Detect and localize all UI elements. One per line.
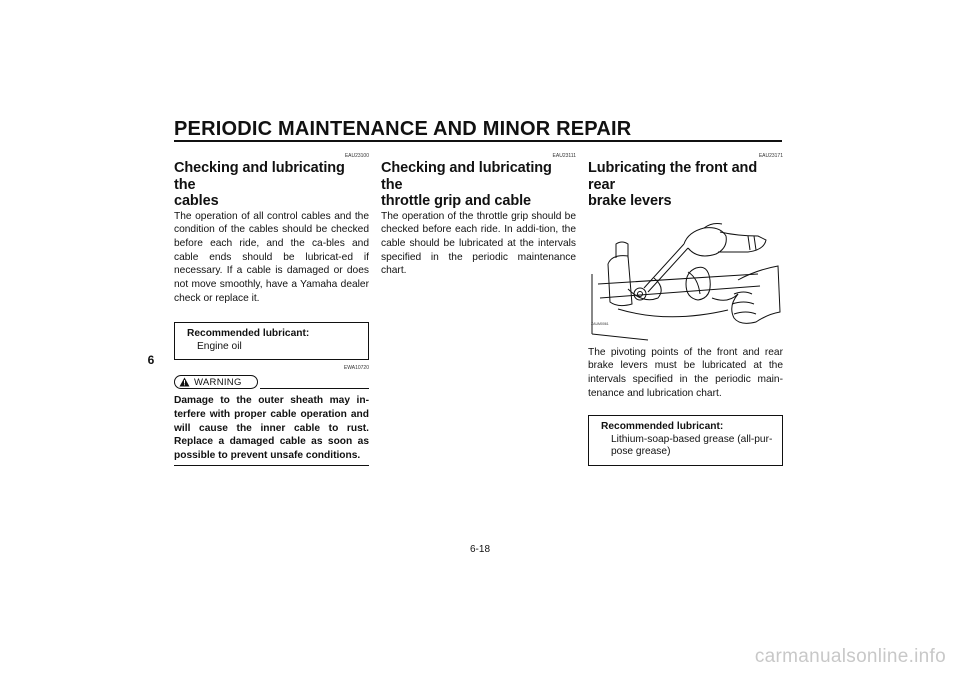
- lubricant-value: Engine oil: [197, 340, 242, 352]
- section-body: The operation of the throttle grip should be checked before each ride. In addi-tion, the cable should be lubricated at the intervals specified in the periodic maintenance chart.: [381, 210, 576, 277]
- watermark: carmanualsonline.info: [754, 646, 946, 667]
- lubricant-box: [174, 322, 369, 360]
- lubricant-label: Recommended lubricant:: [187, 328, 310, 340]
- heading-line-2: cables: [174, 193, 219, 209]
- warning-triangle-icon: [179, 377, 190, 387]
- section-heading: [588, 160, 783, 210]
- heading-line-1: Checking and lubricating the: [381, 160, 552, 193]
- section-heading: [381, 160, 576, 210]
- lubricant-value-line-2: pose grease): [611, 446, 671, 458]
- warning-end-rule: [174, 465, 369, 466]
- section-code: EAU23100: [344, 153, 369, 159]
- warning-label: WARNING: [194, 376, 242, 388]
- figure-code: ZAUM0061: [591, 321, 609, 326]
- section-code: EAU23171: [758, 153, 783, 159]
- lubricant-box: [588, 415, 783, 466]
- section-body: The operation of all control cables and the condition of the cables should be checked before each ride, and the ca-bles and cable ends should be lubricat-ed if necessary. If a cable is damaged or does not move smoothly, have a Yamaha dealer check or replace it.: [174, 210, 369, 304]
- lubricant-label: Recommended lubricant:: [601, 421, 724, 433]
- warning-code: EWA10720: [343, 365, 369, 372]
- lever-illustration: [588, 214, 783, 346]
- section-cables: [174, 152, 369, 466]
- chapter-tab: 6: [147, 353, 155, 367]
- heading-line-2: brake levers: [588, 193, 672, 209]
- warning-badge: [174, 375, 258, 389]
- warning-rule: [260, 388, 369, 389]
- brake-lever-oiling-illustration: [588, 214, 783, 346]
- page-number: 6-18: [469, 544, 490, 555]
- section-levers: [588, 152, 783, 466]
- heading-line-1: Lubricating the front and rear: [588, 160, 758, 193]
- section-code: EAU23111: [552, 153, 576, 159]
- title-rule: [174, 140, 782, 142]
- heading-line-2: throttle grip and cable: [381, 193, 531, 209]
- page-title: PERIODIC MAINTENANCE AND MINOR REPAIR: [174, 118, 632, 140]
- heading-line-1: Checking and lubricating the: [174, 160, 345, 193]
- section-throttle: [381, 152, 576, 278]
- warning-header: [174, 372, 369, 394]
- warning-text: Damage to the outer sheath may in-terfere with proper cable operation and will cause the inner cable to rust. Replace a damaged cable as soon as possible to prevent unsafe conditions.: [174, 395, 369, 461]
- section-heading: [174, 160, 369, 210]
- section-body: The pivoting points of the front and rear brake levers must be lubricated at the intervals specified in the periodic main-tenance and lubrication chart.: [588, 346, 783, 399]
- lubricant-value-line-1: Lithium-soap-based grease (all-pur-: [611, 433, 773, 445]
